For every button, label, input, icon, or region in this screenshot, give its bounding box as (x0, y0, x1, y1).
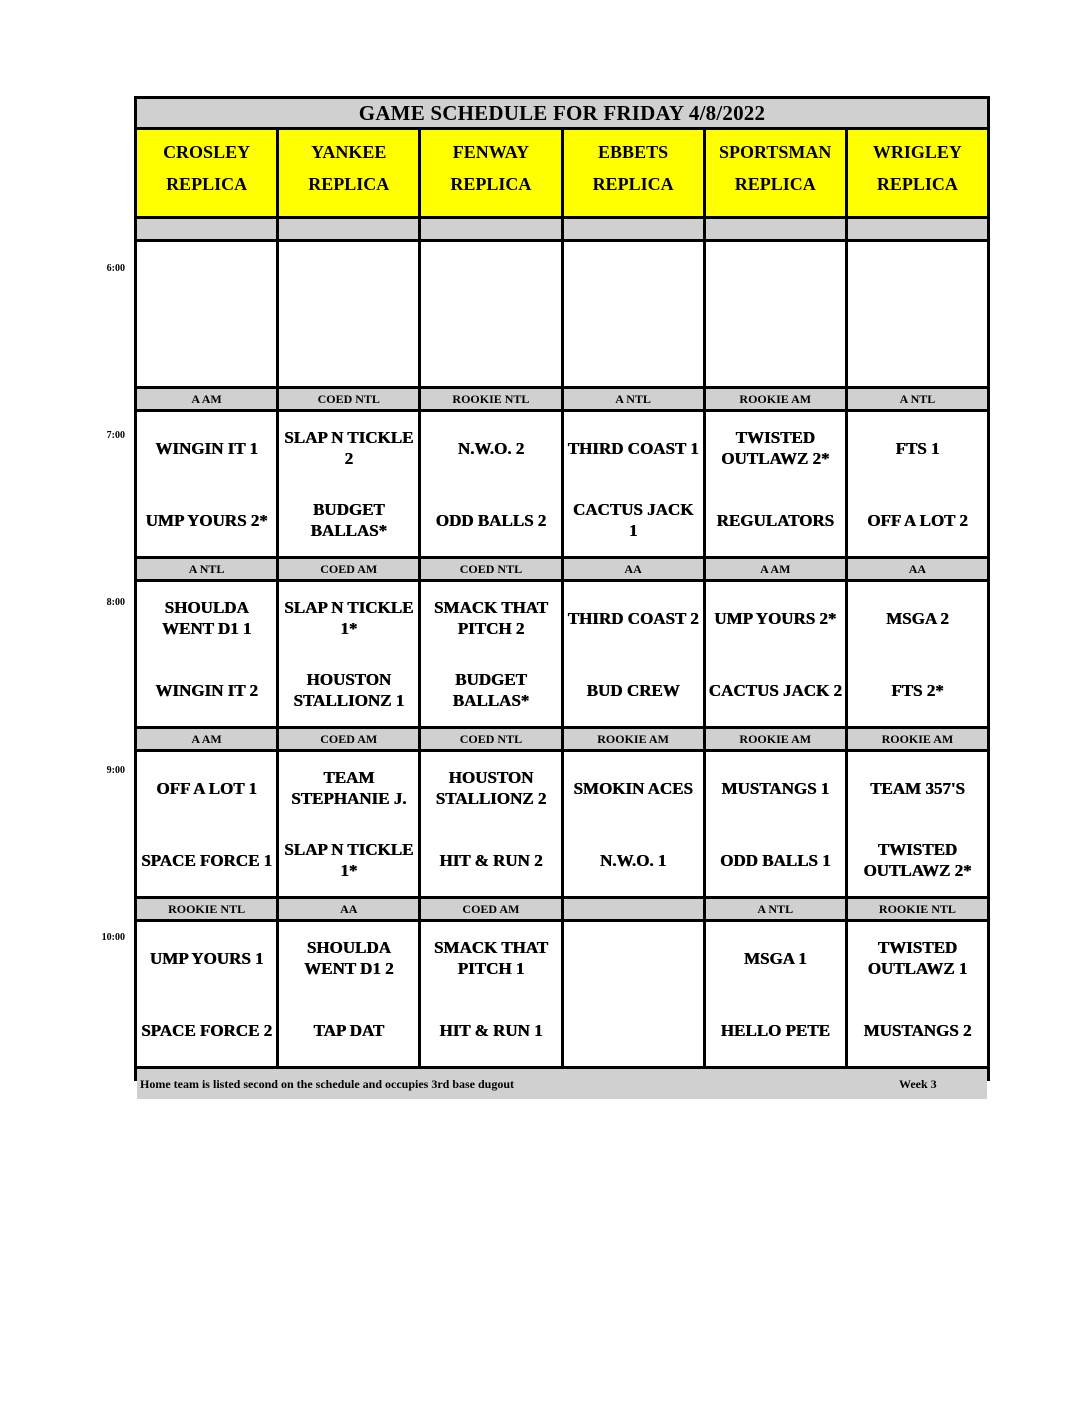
schedule-title: GAME SCHEDULE FOR FRIDAY 4/8/2022 (137, 99, 987, 127)
home-team: UMP YOURS 2* (145, 510, 268, 530)
visiting-team (279, 242, 418, 314)
field-header (137, 130, 276, 216)
home-team: HELLO PETE (720, 1020, 830, 1040)
visiting-team: N.W.O. 2 (457, 438, 525, 458)
field-subtitle: REPLICA (450, 174, 532, 194)
game-slot (137, 412, 276, 556)
visiting-team: MSGA 2 (886, 608, 949, 628)
division-label: A NTL (137, 559, 276, 579)
game-slot (279, 582, 418, 726)
time-label: 8:00 (106, 597, 125, 608)
home-team: SLAP N TICKLE 1* (284, 840, 414, 880)
game-slot (706, 582, 845, 726)
field-subtitle: REPLICA (166, 174, 248, 194)
visiting-team: SMOKIN ACES (573, 778, 693, 798)
field-subtitle: REPLICA (592, 174, 674, 194)
division-label: AA (564, 559, 703, 579)
game-slot (137, 752, 276, 896)
division-label: A NTL (848, 389, 987, 409)
division-label: A AM (137, 729, 276, 749)
time-label: 6:00 (106, 263, 125, 274)
division-label (706, 219, 845, 239)
home-team (848, 314, 987, 386)
game-slot (706, 412, 845, 556)
visiting-team: TWISTED OUTLAWZ 2* (721, 428, 830, 468)
division-label (421, 219, 560, 239)
game-slot (421, 922, 560, 1066)
visiting-team: TEAM 357'S (869, 778, 965, 798)
visiting-team (848, 242, 987, 314)
division-label: ROOKIE AM (848, 729, 987, 749)
time-label: 9:00 (106, 765, 125, 776)
division-label: ROOKIE AM (706, 729, 845, 749)
division-label (137, 219, 276, 239)
visiting-team (137, 242, 276, 314)
visiting-team: MUSTANGS 1 (721, 778, 830, 798)
field-name: EBBETS (598, 142, 669, 162)
home-team: HIT & RUN 2 (439, 850, 543, 870)
home-team: N.W.O. 1 (599, 850, 667, 870)
game-slot (564, 922, 703, 1066)
field-subtitle: REPLICA (734, 174, 816, 194)
game-slot (137, 582, 276, 726)
division-label: A AM (706, 559, 845, 579)
game-slot (421, 752, 560, 896)
game-slot (848, 412, 987, 556)
home-team: REGULATORS (716, 510, 834, 530)
field-subtitle: REPLICA (876, 174, 958, 194)
visiting-team: MSGA 1 (743, 948, 807, 968)
game-slot (706, 922, 845, 1066)
division-label (279, 219, 418, 239)
schedule-table (134, 96, 990, 1091)
time-label: 7:00 (106, 430, 125, 441)
home-team: TWISTED OUTLAWZ 2* (863, 840, 972, 880)
home-team: ODD BALLS 2 (435, 510, 547, 530)
home-team: BUDGET BALLAS* (452, 670, 530, 710)
visiting-team: HOUSTON STALLIONZ 2 (435, 768, 547, 808)
visiting-team: UMP YOURS 2* (714, 608, 837, 628)
visiting-team: THIRD COAST 1 (567, 438, 699, 458)
home-team (279, 314, 418, 386)
field-header (564, 130, 703, 216)
home-team (421, 314, 560, 386)
division-label: A AM (137, 389, 276, 409)
division-label: AA (279, 899, 418, 919)
home-team: FTS 2* (891, 680, 944, 700)
home-team (137, 314, 276, 386)
visiting-team (706, 242, 845, 314)
home-team: HIT & RUN 1 (439, 1020, 543, 1040)
home-team: CACTUS JACK 2 (708, 680, 842, 700)
game-slot (848, 922, 987, 1066)
home-team: SPACE FORCE 2 (141, 1020, 273, 1040)
visiting-team: THIRD COAST 2 (567, 608, 699, 628)
visiting-team: FTS 1 (895, 438, 940, 458)
visiting-team (564, 922, 703, 994)
division-label: A NTL (564, 389, 703, 409)
division-label: COED NTL (279, 389, 418, 409)
division-label: COED NTL (421, 729, 560, 749)
division-label: COED AM (421, 899, 560, 919)
home-team (706, 314, 845, 386)
visiting-team: WINGIN IT 1 (155, 438, 258, 458)
home-team: OFF A LOT 2 (867, 510, 968, 530)
division-label: ROOKIE NTL (421, 389, 560, 409)
visiting-team: SLAP N TICKLE 2 (284, 428, 414, 468)
division-label (564, 899, 703, 919)
footer-note: Home team is listed second on the schedule and occupies 3rd base dugout (140, 1077, 515, 1091)
game-slot (279, 412, 418, 556)
visiting-team: SMACK THAT PITCH 2 (433, 598, 548, 638)
home-team: MUSTANGS 2 (863, 1020, 972, 1040)
game-slot (564, 752, 703, 896)
field-name: CROSLEY (163, 142, 251, 162)
division-label: A NTL (706, 899, 845, 919)
game-slot (279, 922, 418, 1066)
field-header (848, 130, 987, 216)
division-label: COED NTL (421, 559, 560, 579)
game-slot (564, 412, 703, 556)
game-slot (421, 582, 560, 726)
home-team (564, 314, 703, 386)
field-name: FENWAY (452, 142, 530, 162)
division-label: ROOKIE NTL (137, 899, 276, 919)
visiting-team: SLAP N TICKLE 1* (284, 598, 414, 638)
home-team: WINGIN IT 2 (155, 680, 258, 700)
visiting-team: TEAM STEPHANIE J. (291, 768, 407, 808)
visiting-team: SHOULDA WENT D1 2 (304, 938, 394, 978)
division-label: AA (848, 559, 987, 579)
field-name: WRIGLEY (872, 142, 962, 162)
visiting-team: SHOULDA WENT D1 1 (161, 598, 252, 638)
week-label: Week 3 (899, 1077, 937, 1091)
game-slot (564, 582, 703, 726)
visiting-team: OFF A LOT 1 (156, 778, 257, 798)
home-team: SPACE FORCE 1 (141, 850, 273, 870)
game-slot (848, 752, 987, 896)
game-slot (848, 242, 987, 386)
visiting-team: UMP YOURS 1 (149, 948, 264, 968)
game-slot (706, 752, 845, 896)
home-team (564, 994, 703, 1066)
home-team: CACTUS JACK 1 (572, 500, 694, 540)
game-slot (421, 242, 560, 386)
game-slot (564, 242, 703, 386)
game-slot (279, 752, 418, 896)
field-name: YANKEE (311, 142, 387, 162)
division-label (564, 219, 703, 239)
field-header (279, 130, 418, 216)
home-team: ODD BALLS 1 (719, 850, 831, 870)
division-label (848, 219, 987, 239)
field-subtitle: REPLICA (308, 174, 390, 194)
home-team: BUD CREW (586, 680, 680, 700)
game-slot (137, 242, 276, 386)
visiting-team: SMACK THAT PITCH 1 (433, 938, 548, 978)
home-team: BUDGET BALLAS* (310, 500, 387, 540)
division-label: ROOKIE AM (564, 729, 703, 749)
game-slot (137, 922, 276, 1066)
game-slot (421, 412, 560, 556)
home-team: TAP DAT (313, 1020, 385, 1040)
home-team: HOUSTON STALLIONZ 1 (293, 670, 405, 710)
visiting-team (421, 242, 560, 314)
game-slot (279, 242, 418, 386)
field-header (706, 130, 845, 216)
schedule-footer (137, 1069, 987, 1099)
division-label: ROOKIE AM (706, 389, 845, 409)
field-header (421, 130, 560, 216)
division-label: COED AM (279, 729, 418, 749)
division-label: ROOKIE NTL (848, 899, 987, 919)
game-slot (706, 242, 845, 386)
visiting-team: TWISTED OUTLAWZ 1 (867, 938, 968, 978)
visiting-team (564, 242, 703, 314)
field-name: SPORTSMAN (719, 142, 832, 162)
game-slot (848, 582, 987, 726)
division-label: COED AM (279, 559, 418, 579)
time-label: 10:00 (101, 932, 125, 943)
